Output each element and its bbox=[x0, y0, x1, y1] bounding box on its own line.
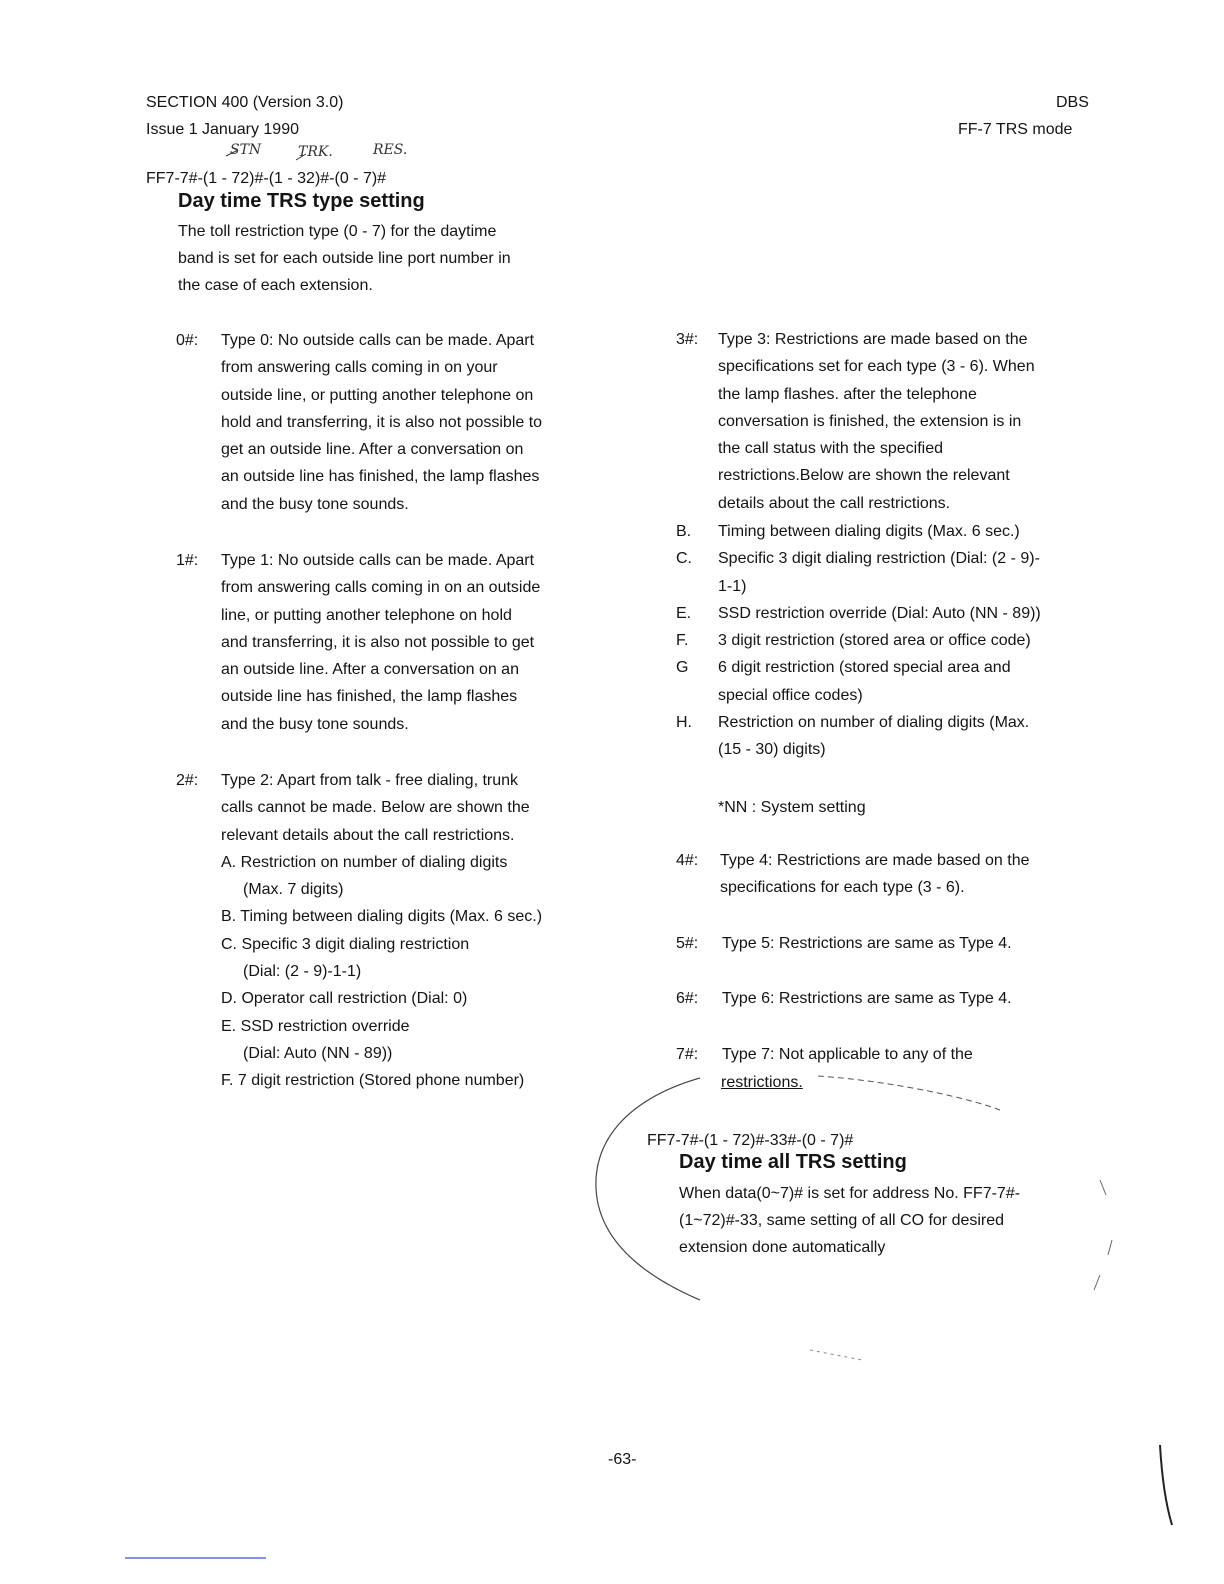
restriction-row bbox=[676, 709, 1116, 764]
restriction-letter: H. bbox=[676, 714, 692, 732]
type-0-line: get an outside line. After a conversation on bbox=[221, 441, 524, 459]
type-3-restriction-list bbox=[676, 518, 1116, 764]
mode-label: FF-7 TRS mode bbox=[958, 121, 1073, 138]
type-6-number: 6#: bbox=[676, 990, 699, 1007]
restriction-row bbox=[676, 518, 1116, 545]
hand-drawn-circle-top bbox=[818, 1076, 1000, 1110]
type-0-body bbox=[221, 327, 542, 518]
restriction-f: F. 7 digit restriction (Stored phone number) bbox=[221, 1072, 525, 1090]
restriction-letter: B. bbox=[676, 523, 692, 540]
type-7-number: 7#: bbox=[676, 1046, 699, 1063]
setting1-desc-line: band is set for each outside line port number in bbox=[178, 250, 511, 267]
restriction-text: Restriction on number of dialing digits (Max. bbox=[718, 714, 1030, 732]
restriction-text: Specific 3 digit dialing restriction (Dial: (2 - 9)- bbox=[718, 550, 1040, 568]
restriction-text: 3 digit restriction (stored area or office code) bbox=[718, 632, 1031, 650]
type-0-number: 0#: bbox=[176, 332, 199, 349]
restriction-text-block bbox=[718, 709, 1029, 764]
type-0-line: outside line, or putting another telephone on bbox=[221, 386, 534, 404]
restriction-e-detail: (Dial: Auto (NN - 89)) bbox=[243, 1044, 393, 1062]
type-3-number: 3#: bbox=[676, 331, 699, 348]
type-3-line: restrictions.Below are shown the relevant bbox=[718, 467, 1010, 485]
type-1-line: from answering calls coming in on an outside bbox=[221, 579, 541, 597]
restriction-b: B. Timing between dialing digits (Max. 6 sec.) bbox=[221, 908, 543, 926]
type-3-line: specifications set for each type (3 - 6). When bbox=[718, 358, 1035, 376]
restriction-text: SSD restriction override (Dial: Auto (NN - 89)) bbox=[718, 604, 1041, 622]
type-4-line: specifications for each type (3 - 6). bbox=[720, 879, 965, 897]
type-2-line: Type 2: Apart from talk - free dialing, trunk bbox=[221, 772, 519, 789]
setting2-desc-line: extension done automatically bbox=[679, 1239, 886, 1256]
restriction-a: A. Restriction on number of dialing digits bbox=[221, 853, 508, 871]
hand-drawn-circle-right bbox=[1094, 1180, 1112, 1290]
type-6-text: Type 6: Restrictions are same as Type 4. bbox=[722, 990, 1012, 1007]
issue-label: Issue 1 January 1990 bbox=[146, 121, 299, 138]
handwritten-stn: STN bbox=[230, 142, 262, 158]
restriction-row bbox=[676, 654, 1116, 709]
restriction-text: 1-1) bbox=[718, 577, 747, 595]
scan-edge-mark bbox=[1160, 1445, 1172, 1525]
system-label: DBS bbox=[1056, 94, 1089, 111]
page-number: -63- bbox=[608, 1451, 637, 1468]
hand-drawn-circle-bottom bbox=[810, 1350, 862, 1360]
handwritten-trk: TRK. bbox=[298, 144, 333, 160]
type-3-line: conversation is finished, the extension is in bbox=[718, 412, 1022, 430]
type-5-text: Type 5: Restrictions are same as Type 4. bbox=[722, 935, 1012, 952]
type-2-body bbox=[221, 767, 542, 1095]
restriction-letter: G bbox=[676, 659, 689, 677]
restriction-text: 6 digit restriction (stored special area and bbox=[718, 659, 1011, 677]
type-1-line: and transferring, it is also not possible to get bbox=[221, 633, 535, 651]
section-label: SECTION 400 (Version 3.0) bbox=[146, 94, 344, 111]
type-5-number: 5#: bbox=[676, 935, 699, 952]
setting1-address: FF7-7#-(1 - 72)#-(1 - 32)#-(0 - 7)# bbox=[146, 170, 387, 187]
type-2-number: 2#: bbox=[176, 772, 199, 789]
type-0-line: from answering calls coming in on your bbox=[221, 359, 498, 377]
type-0-line: an outside line has finished, the lamp flashes bbox=[221, 468, 540, 486]
restriction-letter: F. bbox=[676, 632, 689, 650]
type-1-line: and the busy tone sounds. bbox=[221, 715, 409, 733]
type-7-text-continued: restrictions. bbox=[721, 1074, 803, 1091]
setting2-title: Day time all TRS setting bbox=[679, 1151, 907, 1173]
restriction-text: Timing between dialing digits (Max. 6 sec.) bbox=[718, 523, 1020, 540]
type-0-line: and the busy tone sounds. bbox=[221, 495, 409, 513]
restriction-row bbox=[676, 600, 1116, 627]
setting2-desc-line: When data(0~7)# is set for address No. FF7-7#- bbox=[679, 1185, 1021, 1202]
type-1-number: 1#: bbox=[176, 552, 199, 569]
setting1-desc-line: The toll restriction type (0 - 7) for the daytime bbox=[178, 223, 497, 240]
restriction-e: E. SSD restriction override bbox=[221, 1017, 410, 1035]
restriction-c: C. Specific 3 digit dialing restriction bbox=[221, 935, 470, 953]
system-setting-note: *NN : System setting bbox=[718, 799, 866, 816]
restriction-row bbox=[676, 627, 1116, 654]
setting1-desc-line: the case of each extension. bbox=[178, 277, 373, 294]
setting2-address: FF7-7#-(1 - 72)#-33#-(0 - 7)# bbox=[647, 1132, 854, 1149]
setting1-title: Day time TRS type setting bbox=[178, 190, 425, 212]
restriction-letter: C. bbox=[676, 550, 692, 568]
type-2-line: calls cannot be made. Below are shown the bbox=[221, 799, 530, 817]
type-3-line: the lamp flashes. after the telephone bbox=[718, 385, 977, 403]
setting2-description bbox=[679, 1180, 1020, 1261]
restriction-text: special office codes) bbox=[718, 686, 863, 704]
type-3-body bbox=[718, 326, 1035, 517]
type-1-line: Type 1: No outside calls can be made. Apart bbox=[221, 552, 535, 569]
handwritten-res: RES. bbox=[373, 142, 408, 158]
setting1-description bbox=[178, 218, 511, 299]
restriction-c-detail: (Dial: (2 - 9)-1-1) bbox=[243, 963, 362, 981]
type-1-line: an outside line. After a conversation on an bbox=[221, 661, 519, 679]
type-3-line: details about the call restrictions. bbox=[718, 494, 951, 512]
type-0-line: hold and transferring, it is also not possible to bbox=[221, 413, 543, 431]
restriction-letter: E. bbox=[676, 604, 692, 622]
type-4-body bbox=[720, 847, 1030, 902]
type-4-number: 4#: bbox=[676, 852, 699, 869]
type-3-line: Type 3: Restrictions are made based on the bbox=[718, 331, 1028, 348]
restriction-row bbox=[676, 545, 1116, 600]
type-1-line: outside line has finished, the lamp flashes bbox=[221, 688, 518, 706]
type-1-body bbox=[221, 547, 540, 738]
type-1-line: line, or putting another telephone on hold bbox=[221, 606, 512, 624]
type-2-line: relevant details about the call restrictions. bbox=[221, 826, 515, 844]
restriction-text-block bbox=[718, 545, 1040, 600]
type-4-line: Type 4: Restrictions are made based on the bbox=[720, 852, 1030, 869]
restriction-text: (15 - 30) digits) bbox=[718, 741, 826, 759]
restriction-d: D. Operator call restriction (Dial: 0) bbox=[221, 990, 468, 1008]
type-3-line: the call status with the specified bbox=[718, 440, 944, 458]
type-0-line: Type 0: No outside calls can be made. Apart bbox=[221, 332, 535, 349]
restriction-a-detail: (Max. 7 digits) bbox=[243, 881, 344, 899]
setting2-desc-line: (1~72)#-33, same setting of all CO for desired bbox=[679, 1212, 1005, 1229]
restriction-text-block bbox=[718, 654, 1011, 709]
type-7-text: Type 7: Not applicable to any of the bbox=[722, 1046, 973, 1063]
